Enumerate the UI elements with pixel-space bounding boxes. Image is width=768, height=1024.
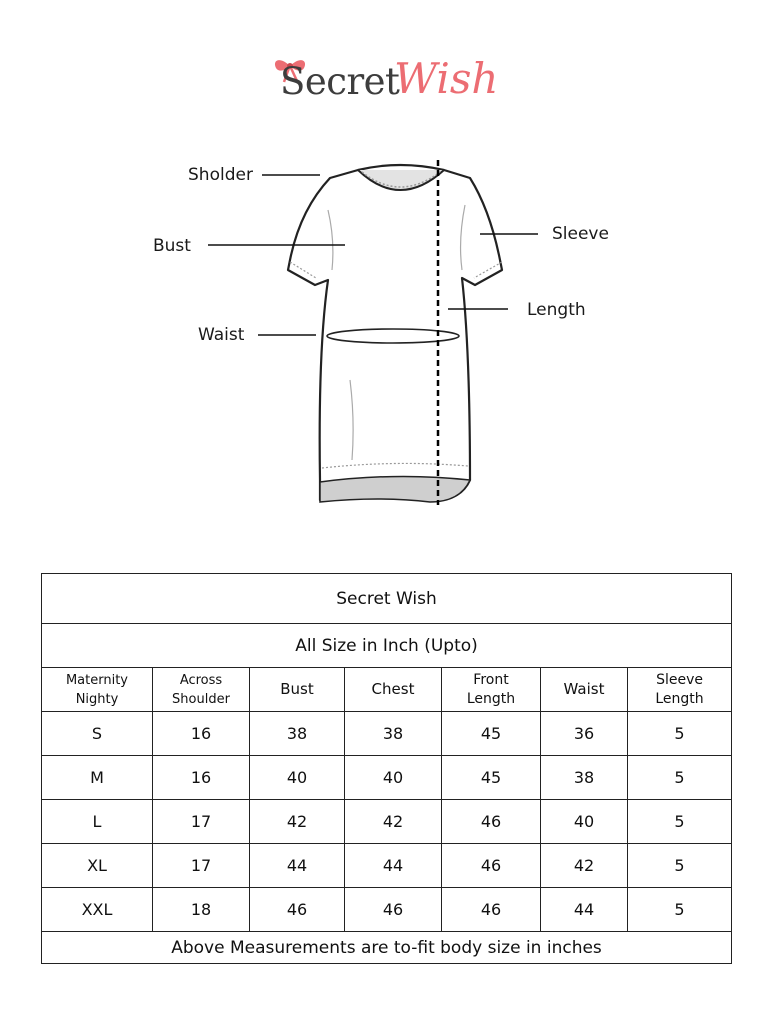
header-across-shoulder: Across Shoulder xyxy=(153,668,250,712)
cell-across-shoulder: 17 xyxy=(153,800,250,844)
label-length: Length xyxy=(527,300,586,320)
cell-across-shoulder: 16 xyxy=(153,712,250,756)
cell-waist: 38 xyxy=(541,756,628,800)
cell-sleeve-length: 5 xyxy=(628,800,732,844)
header-bust: Bust xyxy=(250,668,345,712)
cell-front-length: 46 xyxy=(442,888,541,932)
cell-front-length: 45 xyxy=(442,712,541,756)
table-footer-row xyxy=(42,932,732,964)
cell-chest: 42 xyxy=(345,800,442,844)
cell-front-length: 45 xyxy=(442,756,541,800)
cell-waist: 40 xyxy=(541,800,628,844)
label-bust: Bust xyxy=(153,236,191,256)
cell-across-shoulder: 16 xyxy=(153,756,250,800)
cell-size: L xyxy=(42,800,153,844)
brand-name-secret: Secret xyxy=(280,60,400,103)
cell-size: M xyxy=(42,756,153,800)
table-footnote: Above Measurements are to-fit body size in inches xyxy=(42,932,732,964)
cell-bust: 38 xyxy=(250,712,345,756)
table-row xyxy=(42,844,732,888)
cell-bust: 44 xyxy=(250,844,345,888)
header-waist: Waist xyxy=(541,668,628,712)
cell-bust: 40 xyxy=(250,756,345,800)
cell-chest: 46 xyxy=(345,888,442,932)
cell-sleeve-length: 5 xyxy=(628,844,732,888)
cell-bust: 46 xyxy=(250,888,345,932)
size-chart-table xyxy=(41,573,732,964)
table-header-row xyxy=(42,668,732,712)
cell-size: S xyxy=(42,712,153,756)
cell-sleeve-length: 5 xyxy=(628,888,732,932)
garment-diagram xyxy=(140,150,630,530)
label-waist: Waist xyxy=(198,325,245,345)
brand-logo xyxy=(270,48,510,108)
header-front-length: Front Length xyxy=(442,668,541,712)
cell-chest: 40 xyxy=(345,756,442,800)
cell-across-shoulder: 18 xyxy=(153,888,250,932)
table-row xyxy=(42,756,732,800)
table-subtitle: All Size in Inch (Upto) xyxy=(42,624,732,668)
cell-waist: 42 xyxy=(541,844,628,888)
cell-front-length: 46 xyxy=(442,800,541,844)
label-shoulder: Sholder xyxy=(188,165,253,185)
table-row xyxy=(42,888,732,932)
table-title: Secret Wish xyxy=(42,574,732,624)
cell-sleeve-length: 5 xyxy=(628,712,732,756)
cell-waist: 36 xyxy=(541,712,628,756)
cell-waist: 44 xyxy=(541,888,628,932)
table-title-row xyxy=(42,574,732,624)
cell-size: XXL xyxy=(42,888,153,932)
header-chest: Chest xyxy=(345,668,442,712)
header-sleeve-length: Sleeve Length xyxy=(628,668,732,712)
cell-sleeve-length: 5 xyxy=(628,756,732,800)
label-sleeve: Sleeve xyxy=(552,224,609,244)
header-maternity-nighty: Maternity Nighty xyxy=(42,668,153,712)
cell-bust: 42 xyxy=(250,800,345,844)
cell-chest: 44 xyxy=(345,844,442,888)
table-subtitle-row xyxy=(42,624,732,668)
cell-across-shoulder: 17 xyxy=(153,844,250,888)
cell-chest: 38 xyxy=(345,712,442,756)
cell-front-length: 46 xyxy=(442,844,541,888)
table-row xyxy=(42,712,732,756)
table-row xyxy=(42,800,732,844)
cell-size: XL xyxy=(42,844,153,888)
brand-name-wish: Wish xyxy=(394,54,499,103)
